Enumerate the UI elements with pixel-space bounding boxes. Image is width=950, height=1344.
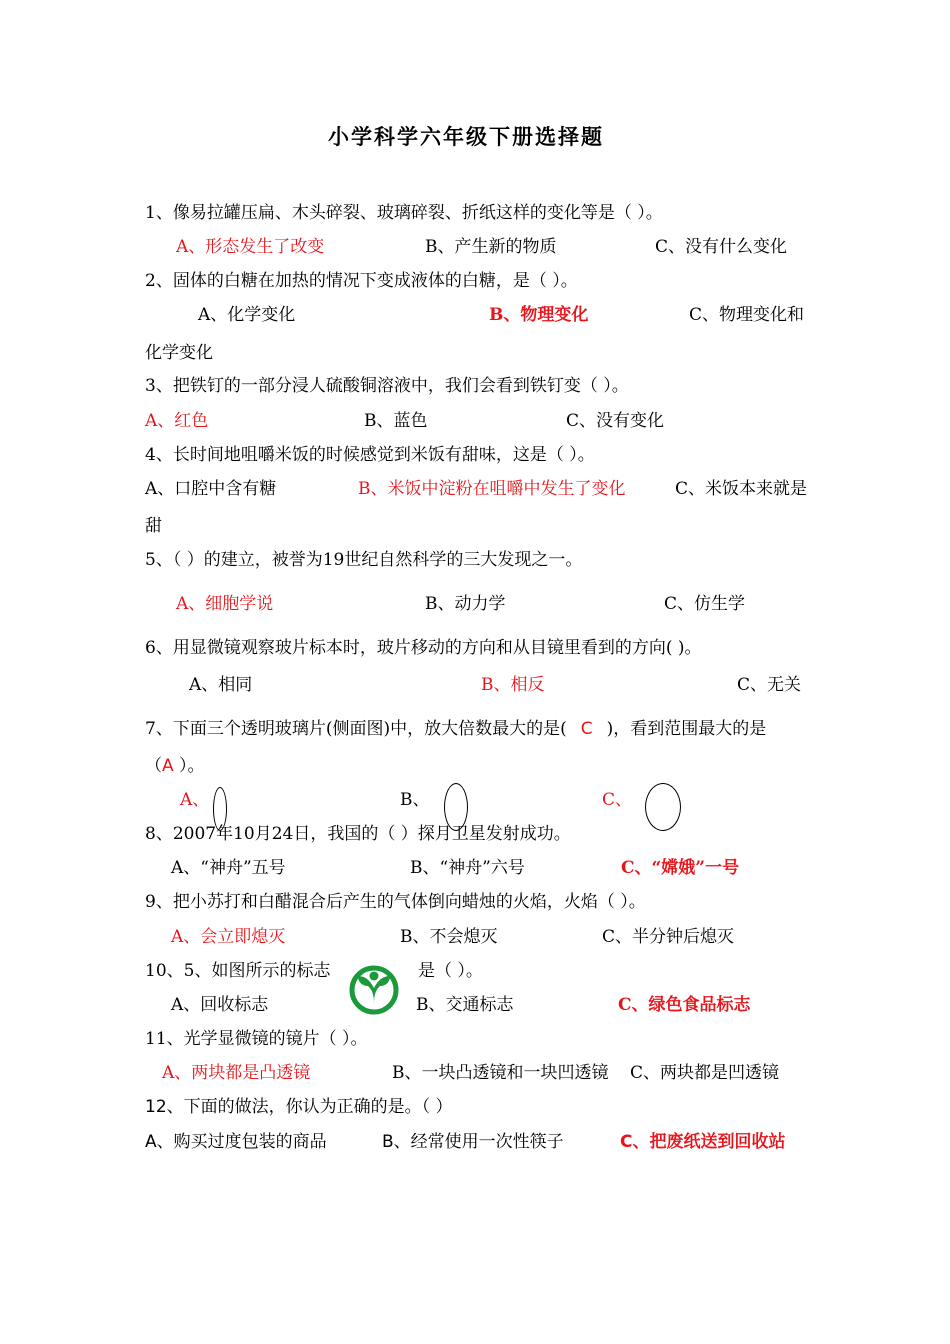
- question-3-option-a: A、红色: [145, 411, 209, 431]
- question-4-stem: 4、长时间地咀嚼米饭的时候感觉到米饭有甜味，这是（ ）。: [145, 445, 595, 465]
- question-12-option-b: B、经常使用一次性筷子: [382, 1132, 564, 1152]
- question-5-stem: 5、（ ）的建立，被誉为19世纪自然科学的三大发现之一。: [145, 550, 583, 570]
- question-9-option-a: A、会立即熄灭: [171, 927, 286, 947]
- question-6-option-c: C、无关: [737, 675, 802, 695]
- question-8-option-a: A、“神舟”五号: [171, 858, 286, 878]
- question-12-stem: 12、下面的做法，你认为正确的是。（ ）: [145, 1097, 453, 1117]
- question-7-close-paren: ）。: [173, 756, 205, 776]
- question-9-stem: 9、把小苏打和白醋混合后产生的气体倒向蜡烛的火焰，火焰（ ）。: [145, 892, 646, 912]
- question-7-option-a: A、: [180, 790, 210, 810]
- question-7-stem: [145, 718, 766, 740]
- question-1-option-b: B、产生新的物质: [425, 237, 557, 257]
- question-10-option-c: C、绿色食品标志: [618, 995, 751, 1015]
- question-9-option-b: B、不会熄灭: [400, 927, 498, 947]
- question-2-option-c-continued: 化学变化: [145, 343, 213, 363]
- question-2-option-c: C、物理变化和: [689, 305, 805, 325]
- question-1-stem: 1、像易拉罐压扁、木头碎裂、玻璃碎裂、折纸这样的变化等是（ ）。: [145, 203, 663, 223]
- question-6-option-b: B、相反: [481, 675, 545, 695]
- question-5-option-c: C、仿生学: [664, 594, 746, 614]
- question-4-option-c: C、米饭本来就是: [675, 479, 808, 499]
- question-7-option-b: B、: [400, 790, 430, 810]
- thick-lens-icon: [645, 783, 681, 831]
- question-4-option-b: B、米饭中淀粉在咀嚼中发生了变化: [358, 479, 626, 499]
- question-10-option-a: A、回收标志: [171, 995, 269, 1015]
- question-9-option-c: C、半分钟后熄灭: [602, 927, 735, 947]
- question-3-option-b: B、蓝色: [364, 411, 428, 431]
- question-8-option-b: B、“神舟”六号: [410, 858, 525, 878]
- question-4-option-c-continued: 甜: [145, 516, 162, 536]
- green-food-logo-icon: [348, 964, 400, 1016]
- question-7-answer-1: C: [580, 719, 593, 739]
- question-2-stem: 2、固体的白糖在加热的情况下变成液体的白糖，是（ ）。: [145, 271, 578, 291]
- question-11-option-b: B、一块凸透镜和一块凹透镜: [392, 1063, 609, 1083]
- question-12-option-a: A、购买过度包装的商品: [145, 1132, 327, 1152]
- question-11-option-c: C、两块都是凹透镜: [630, 1063, 780, 1083]
- page-title: 小学科学六年级下册选择题: [328, 124, 604, 149]
- question-6-option-a: A、相同: [189, 675, 253, 695]
- question-3-option-c: C、没有变化: [566, 411, 665, 431]
- question-7-stem-start: 7、下面三个透明玻璃片(侧面图)中，放大倍数最大的是(: [145, 719, 567, 739]
- question-7-option-c: C、: [602, 790, 633, 810]
- question-5-option-b: B、动力学: [425, 594, 506, 614]
- question-6-stem: 6、用显微镜观察玻片标本时，玻片移动的方向和从目镜里看到的方向( )。: [145, 638, 702, 658]
- question-2-option-b: B、物理变化: [489, 305, 589, 325]
- question-7-stem-line-2: [145, 755, 205, 777]
- question-7-answer-2: A: [162, 756, 174, 776]
- question-12-option-c: C、把废纸送到回收站: [620, 1132, 786, 1152]
- question-10-stem-end: 是（ ）。: [418, 961, 483, 981]
- question-2-option-a: A、化学变化: [198, 305, 296, 325]
- question-1-option-a: A、形态发生了改变: [176, 237, 325, 257]
- question-7-stem-middle: )，看到范围最大的是: [606, 719, 767, 739]
- question-11-option-a: A、两块都是凸透镜: [162, 1063, 311, 1083]
- question-8-option-c: C、“嫦娥”一号: [621, 858, 740, 878]
- question-10-stem-start: 10、5、如图所示的标志: [145, 961, 331, 981]
- question-7-open-paren: （: [145, 756, 162, 776]
- question-1-option-c: C、没有什么变化: [655, 237, 788, 257]
- question-10-option-b: B、交通标志: [416, 995, 514, 1015]
- question-11-stem: 11、光学显微镜的镜片（ ）。: [145, 1029, 368, 1049]
- question-5-option-a: A、细胞学说: [176, 594, 274, 614]
- question-3-stem: 3、把铁钉的一部分浸人硫酸铜溶液中，我们会看到铁钉变（ ）。: [145, 376, 629, 396]
- question-8-stem: 8、2007年10月24日，我国的（ ）探月卫星发射成功。: [145, 824, 571, 844]
- question-4-option-a: A、口腔中含有糖: [145, 479, 277, 499]
